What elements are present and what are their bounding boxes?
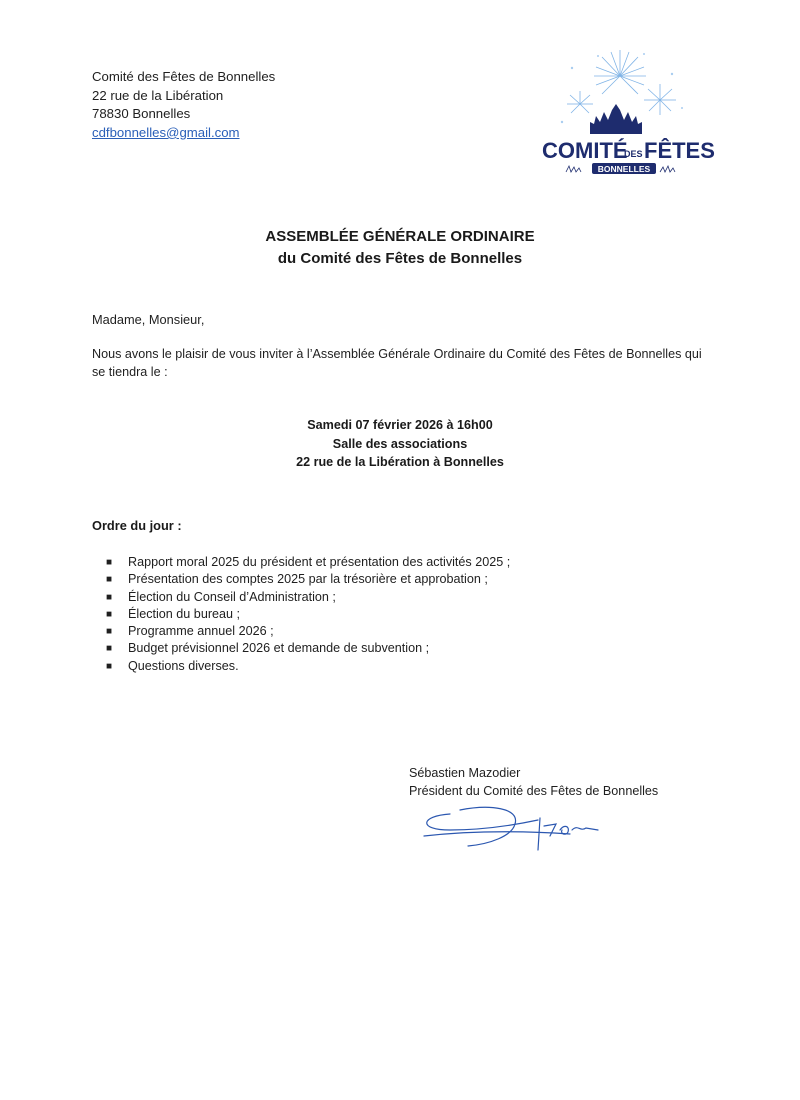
agenda-item-text: Rapport moral 2025 du président et présentation des activités 2025 ; [128,555,511,569]
castle-crown-icon [590,104,642,134]
agenda-list [106,554,510,675]
signatory-role: Président du Comité des Fêtes de Bonnelles [409,784,659,798]
agenda-item-text: Questions diverses. [128,658,239,673]
agenda-item-text: Élection du bureau ; [128,606,241,621]
sender-city: 78830 Bonnelles [92,106,191,122]
bullet-icon: ■ [106,574,113,586]
bullet-icon: ■ [106,643,113,655]
agenda-item-text: Programme annuel 2026 ; [128,624,274,639]
agenda-item [106,623,510,640]
logo-text-fetes: FÊTES [644,138,715,163]
event-address: 22 rue de la Libération à Bonnelles [296,455,504,469]
bullet-icon: ■ [106,608,113,620]
logo-banner [592,163,656,174]
document-title [0,226,800,270]
bullet-icon: ■ [106,626,113,638]
intro-paragraph: Nous avons le plaisir de vous inviter à l’Assemblée Générale Ordinaire du Comité des Fêtes de Bonnelles qui se tiendra le : [92,347,702,379]
agenda-title: Ordre du jour : [92,518,182,533]
signatory-name: Sébastien Mazodier [409,766,521,780]
greeting: Madame, Monsieur, [92,312,205,327]
agenda-item [106,606,510,623]
agenda-item-text: Présentation des comptes 2025 par la trésorière et approbation ; [128,572,488,587]
sender-email-link[interactable]: cdfbonnelles@gmail.com [92,124,240,140]
agenda-item-text: Budget prévisionnel 2026 et demande de subvention ; [128,641,430,656]
agenda-item [106,554,510,571]
comite-des-fetes-logo [532,38,715,178]
title-line-2: du Comité des Fêtes de Bonnelles [277,250,523,267]
event-place: Salle des associations [332,436,468,451]
agenda-item [106,571,510,588]
event-details [0,416,800,472]
agenda-item [106,589,510,606]
logo-text-des: DES [624,149,643,159]
fireworks-icon [567,50,676,115]
agenda-item-text: Élection du Conseil d’Administration ; [128,589,336,604]
logo-text-comite: COMITÉ [542,138,628,163]
bullet-icon: ■ [106,557,113,568]
signature-block [409,764,658,800]
sender-name: Comité des Fêtes de Bonnelles [92,69,276,84]
bullet-icon: ■ [106,591,113,603]
event-date: Samedi 07 février 2026 à 16h00 [307,418,493,432]
title-line-1: ASSEMBLÉE GÉNÉRALE ORDINAIRE [265,228,535,245]
sender-address-block [92,68,275,142]
agenda-item [106,640,510,657]
sender-street: 22 rue de la Libération [92,87,224,103]
logo-text-bonnelles: BONNELLES [597,164,651,174]
handwritten-signature [420,800,610,860]
agenda-item [106,658,510,675]
bullet-icon: ■ [106,660,113,672]
